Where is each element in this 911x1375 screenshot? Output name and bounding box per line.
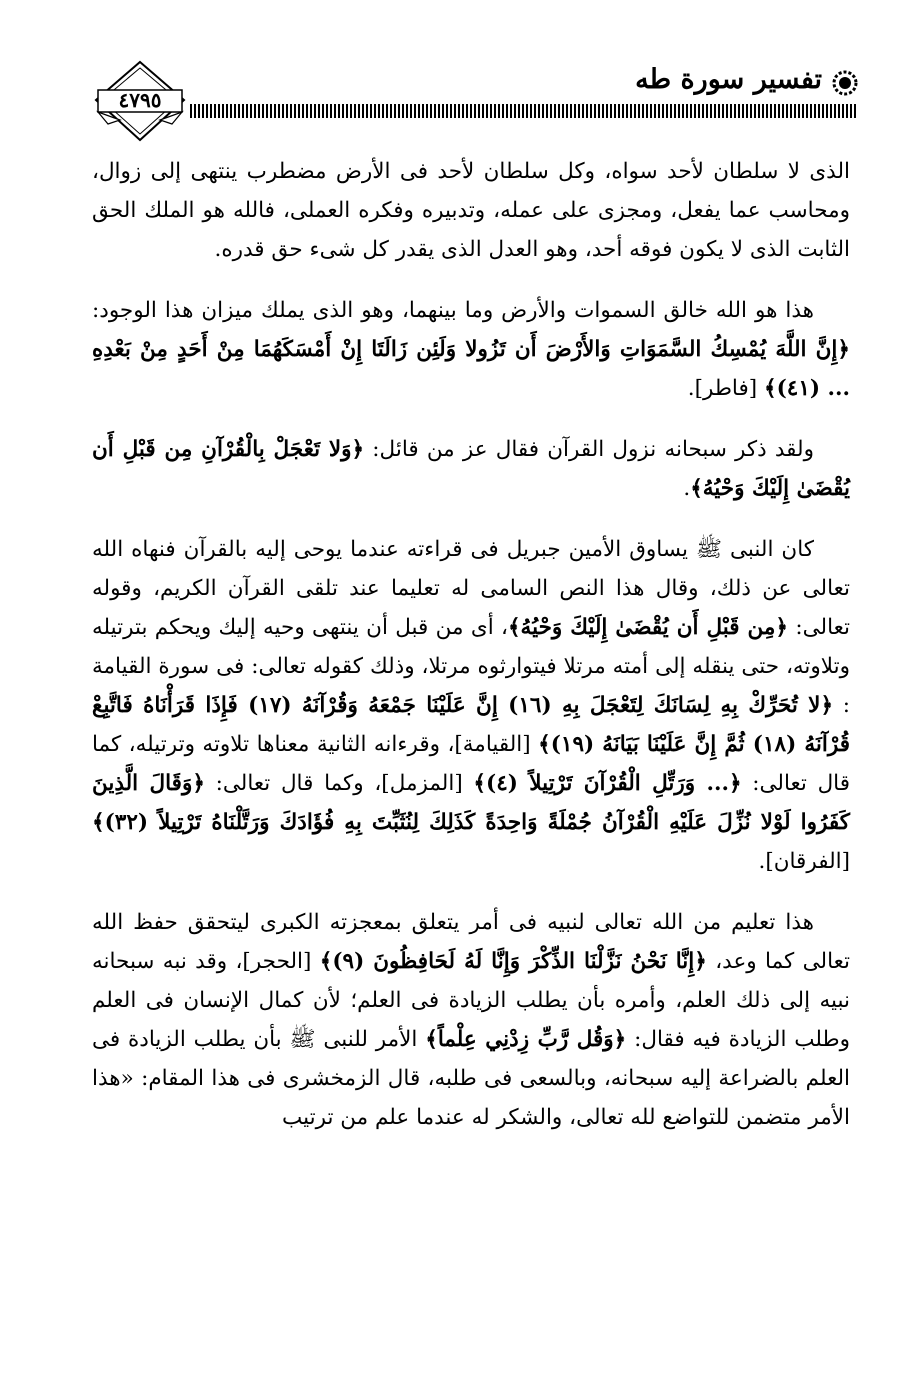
quran-verse: ﴿إِنَّ اللَّهَ يُمْسِكُ السَّمَوَاتِ وَالأَرْضَ أَن تَزُولا وَلَئِن زَالَتَا إِنْ أَمْسَكَهُمَا مِنْ أَحَدٍ مِنْ بَعْدِهِ ... (٤١)﴾: [92, 337, 850, 401]
page-title: تفسير سورة طه: [635, 64, 822, 95]
paragraph-text: ، أى من قبل أن ينتهى وحيه إليك ويحكم بترتيله وتلاوته، حتى ينقله إلى أمته مرتلا فيتوارثوه مرتلا، وذلك كقوله تعالى: فى سورة القيامة :: [92, 615, 850, 718]
header-rule: [190, 104, 858, 118]
paragraph-text: [الحجر]، وقد نبه سبحانه نبيه إلى ذلك العلم، وأمره بأن يطلب الزيادة فى العلم؛ لأن كمال الإنسان فى العلم وطلب الزيادة فيه فقال:: [92, 949, 850, 1052]
paragraph-text: [القيامة]، وقرءانه الثانية معناها تلاوته وترتيله، كما قال تعالى:: [92, 732, 851, 796]
paragraph-text: هذا هو الله خالق السموات والأرض وما بينهما، وهو الذى يملك ميزان هذا الوجود:: [92, 298, 814, 323]
quran-verse: ﴿وَلا تَعْجَلْ بِالْقُرْآنِ مِن قَبْلِ أَن يُقْضَىٰ إِلَيْكَ وَحْيُهُ﴾: [92, 437, 850, 501]
paragraph-text: كان النبى ﷺ يساوق الأمين جبريل فى قراءته عندما يوحى إليه بالقرآن فنهاه الله تعالى عن ذلك، وقال هذا النص السامى له تعليما عند تلقى القرآن الكريم، وقوله تعالى:: [92, 537, 850, 640]
quran-verse: ﴿... وَرَتِّلِ الْقُرْآنَ تَرْتِيلاً (٤)﴾: [473, 771, 742, 796]
page-number: ٤٧٩٥: [118, 88, 162, 112]
quran-verse: ﴿مِن قَبْلِ أَن يُقْضَىٰ إِلَيْكَ وَحْيُهُ﴾: [507, 615, 789, 640]
flower-ornament-icon: [832, 70, 858, 96]
paragraph-text: [فاطر].: [687, 376, 764, 401]
paragraph: [92, 430, 850, 508]
paragraph: [92, 903, 850, 1137]
quran-verse: ﴿لا تُحَرِّكْ بِهِ لِسَانَكَ لِتَعْجَلَ بِهِ (١٦) إِنَّ عَلَيْنَا جَمْعَهُ وَقُرْآنَهُ (١٧) فَإِذَا قَرَأْنَاهُ فَاتَّبِعْ قُرْآنَهُ (١٨) ثُمَّ إِنَّ عَلَيْنَا بَيَانَهُ (١٩)﴾: [92, 693, 850, 757]
page-header: [90, 60, 860, 150]
paragraph-text: هذا تعليم من الله تعالى لنبيه فى أمر يتعلق بمعجزته الكبرى ليتحقق حفظ الله تعالى كما وعد،: [92, 910, 850, 974]
quran-verse: ﴿وَقُل رَّبِّ زِدْنِي عِلْماً﴾: [425, 1027, 627, 1052]
paragraph: [92, 530, 850, 881]
paragraph: [92, 291, 850, 408]
paragraph-text: الذى لا سلطان لأحد سواه، وكل سلطان لأحد فى الأرض مضطرب ينتهى إلى زوال، ومحاسب عما يفعل، ومجزى على عمله، وتدبيره وفكره العملى، فالله هو الملك الحق الثابت الذى لا يكون فوقه أحد، وهو العدل الذى يقدر كل شىء حق قدره.: [92, 159, 850, 262]
quran-verse: ﴿وَقَالَ الَّذِينَ كَفَرُوا لَوْلا نُزِّلَ عَلَيْهِ الْقُرْآنُ جُمْلَةً وَاحِدَةً كَذَلِكَ لِنُثَبِّتَ بِهِ فُؤَادَكَ وَرَتَّلْنَاهُ تَرْتِيلاً (٣٢)﴾: [92, 771, 850, 835]
body-text: [92, 152, 850, 1159]
paragraph-text: [المزمل]، وكما قال تعالى:: [204, 771, 474, 796]
paragraph-text: .: [683, 476, 691, 501]
paragraph-text: ولقد ذكر سبحانه نزول القرآن فقال عز من قائل:: [364, 437, 814, 462]
paragraph-text: الأمر للنبى ﷺ بأن يطلب الزيادة فى العلم بالضراعة إليه سبحانه، وبالسعى فى طلبه، قال الزمخشرى فى هذا المقام: «هذا الأمر متضمن للتواضع لله تعالى، والشكر له عندما علم من ترتيب: [92, 1027, 850, 1130]
paragraph-text: [الفرقان].: [758, 849, 850, 874]
quran-verse: ﴿إِنَّا نَحْنُ نَزَّلْنَا الذِّكْرَ وَإِنَّا لَهُ لَحَافِظُونَ (٩)﴾: [319, 949, 707, 974]
paragraph: [92, 152, 850, 269]
